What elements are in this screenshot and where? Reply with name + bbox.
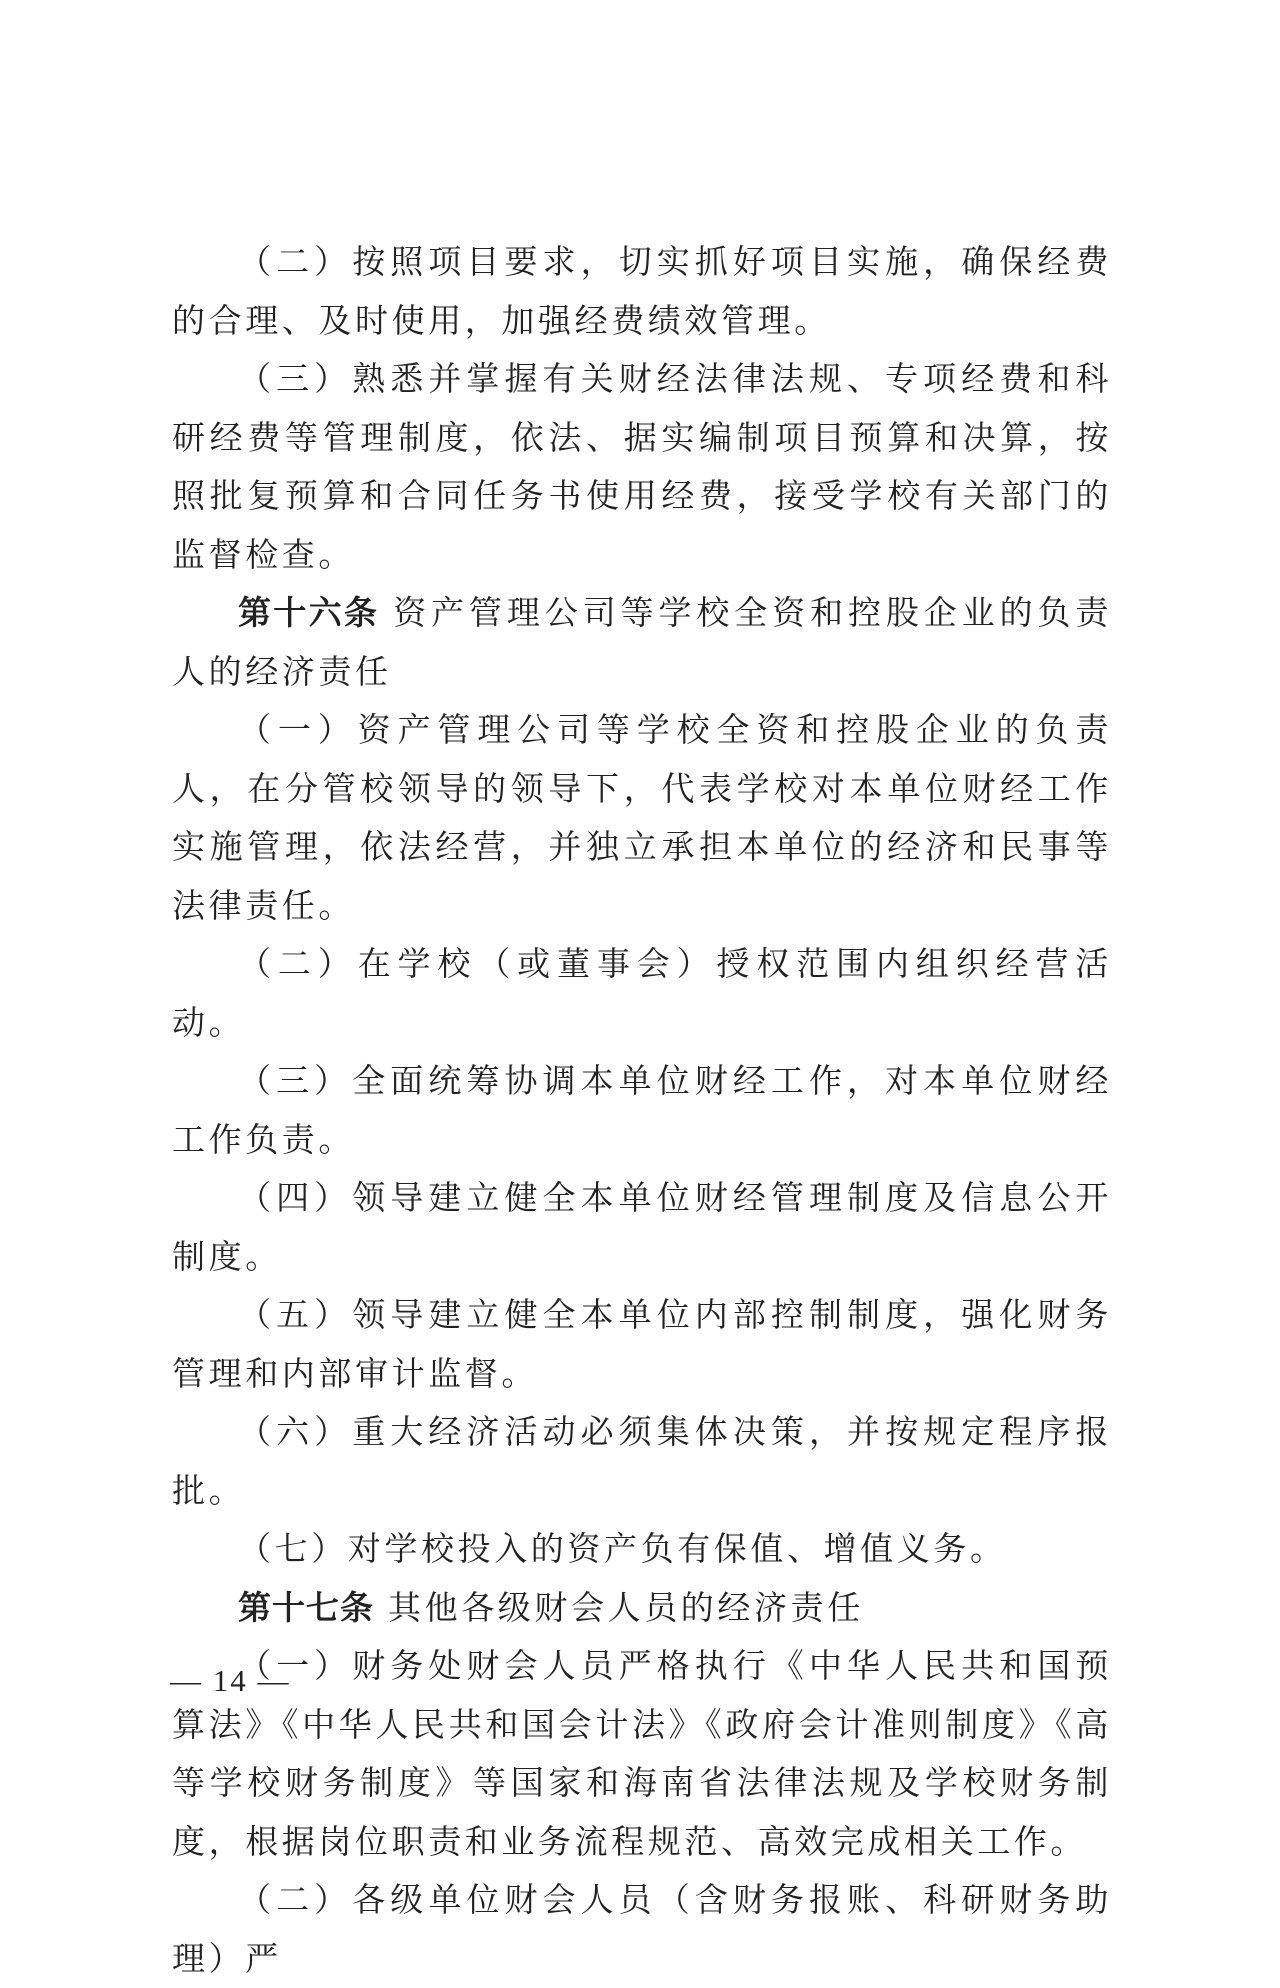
paragraph-text: （六）重大经济活动必须集体决策，并按规定程序报批。 <box>172 1412 1112 1510</box>
paragraph-16-2 <box>172 935 1112 1052</box>
paragraph-text: （二）按照项目要求，切实抓好项目实施，确保经费的合理、及时使用，加强经费绩效管理。 <box>172 242 1112 340</box>
paragraph-text: （七）对学校投入的资产负有保值、增值义务。 <box>238 1529 1007 1568</box>
paragraph-text: （一）财务处财会人员严格执行《中华人民共和国预算法》《中华人民共和国会计法》《政府会计准则制度》《高等学校财务制度》等国家和海南省法律法规及学校财务制度，根据岗位职责和业务流程规范、高效完成相关工作。 <box>172 1646 1112 1861</box>
paragraph-16-1 <box>172 701 1112 935</box>
paragraph-17-1 <box>172 1637 1112 1871</box>
paragraph-text: （四）领导建立健全本单位财经管理制度及信息公开制度。 <box>172 1178 1112 1276</box>
article-label: 第十七条 <box>238 1587 374 1627</box>
paragraph-16-3 <box>172 1052 1112 1169</box>
paragraph-text: （一）资产管理公司等学校全资和控股企业的负责人，在分管校领导的领导下，代表学校对本单位财经工作实施管理，依法经营，并独立承担本单位的经济和民事等法律责任。 <box>172 710 1112 925</box>
article-label: 第十六条 <box>238 593 380 632</box>
paragraph-text: （二）在学校（或董事会）授权范围内组织经营活动。 <box>172 944 1112 1042</box>
article-title: 资产管理公司等学校全资和控股企业的负责人的经济责任 <box>172 593 1112 691</box>
paragraph-16-6 <box>172 1403 1112 1520</box>
article-16-heading <box>172 584 1112 701</box>
paragraph-16-4 <box>172 1169 1112 1286</box>
paragraph-text: （五）领导建立健全本单位内部控制制度，强化财务管理和内部审计监督。 <box>172 1295 1112 1393</box>
paragraph-2-2 <box>172 233 1112 350</box>
paragraph-text: （二）各级单位财会人员（含财务报账、科研财务助理）严 <box>172 1880 1112 1978</box>
paragraph-17-2 <box>172 1871 1112 1988</box>
paragraph-16-5 <box>172 1286 1112 1403</box>
page-number: — 14 — <box>170 1663 291 1698</box>
article-17-heading <box>172 1579 1112 1638</box>
paragraph-2-3 <box>172 350 1112 584</box>
document-body <box>172 233 1112 1988</box>
paragraph-text: （三）全面统筹协调本单位财经工作，对本单位财经工作负责。 <box>172 1061 1112 1159</box>
article-title: 其他各级财会人员的经济责任 <box>388 1587 864 1627</box>
paragraph-text: （三）熟悉并掌握有关财经法律法规、专项经费和科研经费等管理制度，依法、据实编制项目预算和决算，按照批复预算和合同任务书使用经费，接受学校有关部门的监督检查。 <box>172 359 1112 574</box>
paragraph-16-7 <box>172 1520 1112 1579</box>
